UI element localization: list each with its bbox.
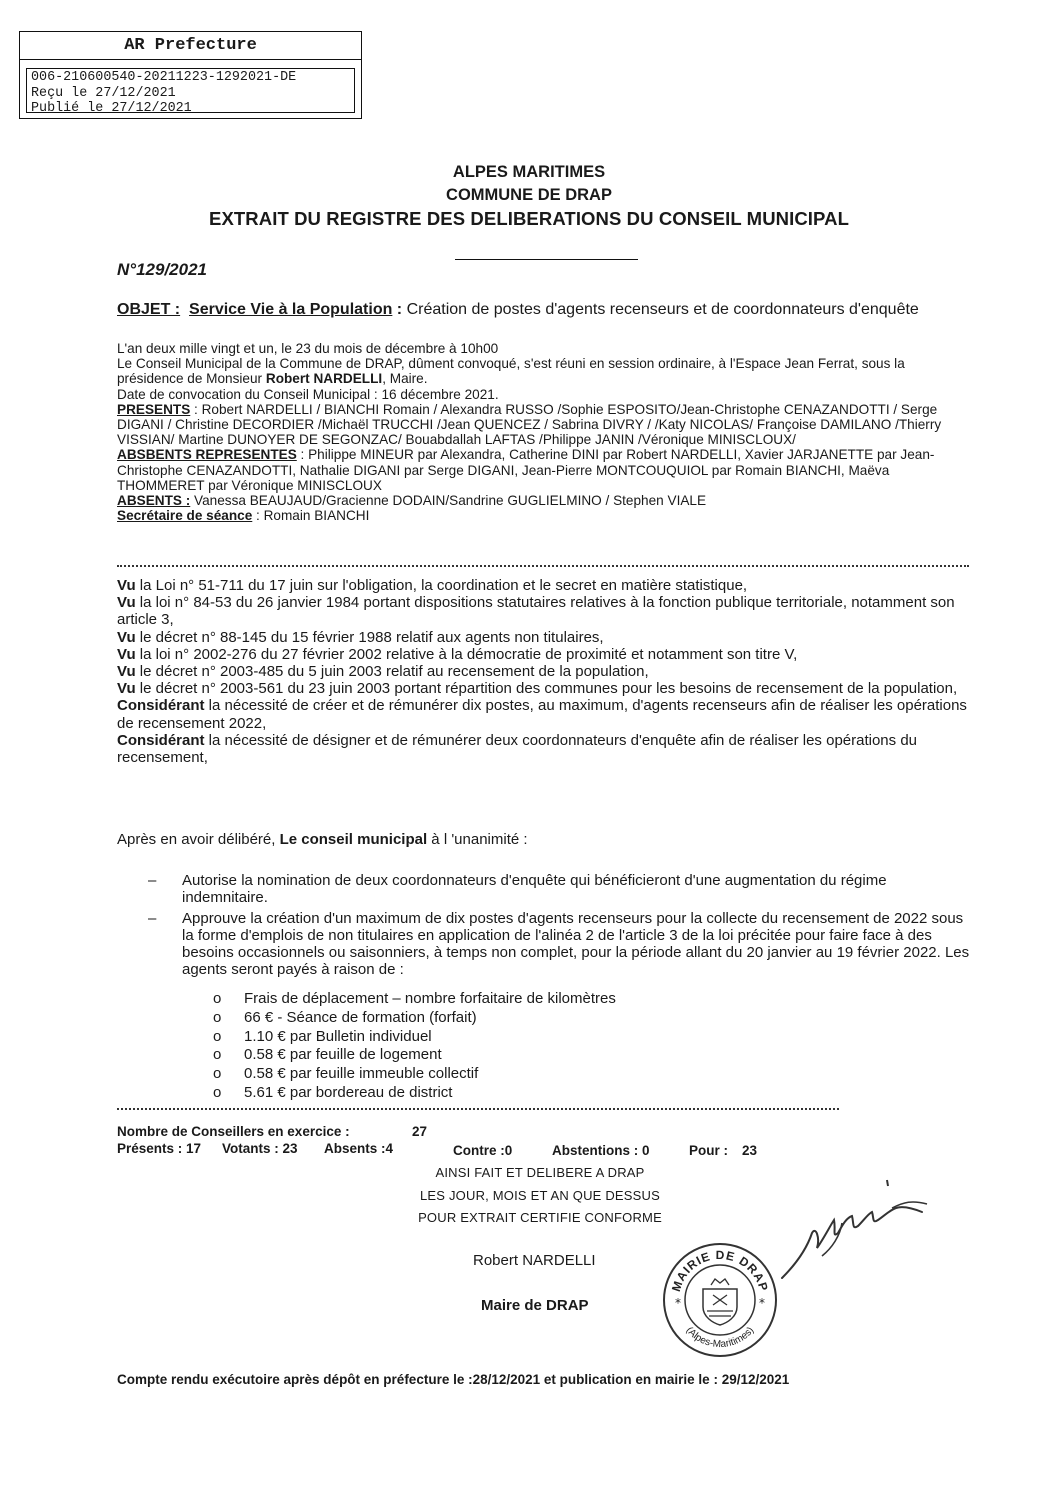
session-block — [117, 341, 969, 523]
session-line2-end: , Maire. — [382, 371, 428, 387]
visa-item — [117, 594, 969, 628]
payment-item: o 0.58 € par feuille immeuble collectif — [213, 1065, 616, 1084]
dash-bullet: – — [148, 872, 157, 889]
decision-intro: Après en avoir délibéré, — [117, 831, 280, 848]
decision-item-coordonnateurs — [148, 872, 970, 906]
stamp-details — [26, 68, 355, 116]
svg-text:*: * — [675, 1296, 681, 1310]
decision-unanimity: à l 'unanimité : — [427, 831, 528, 848]
svg-text:MAIRIE DE DRAP — [669, 1248, 771, 1293]
header-commune: COMMUNE DE DRAP — [446, 186, 612, 204]
absents-label: ABSENTS : — [117, 493, 191, 509]
closing-line1: AINSI FAIT ET DELIBERE A DRAP — [435, 1165, 645, 1180]
considerant-text: la nécessité de désigner et de rémunérer deux coordonnateurs d'enquête afin de réaliser les opérations du recensement, — [117, 731, 918, 767]
visa-lead: Vu — [117, 680, 136, 698]
payment-list — [213, 990, 616, 1103]
abstentions-count: Abstentions : 0 — [552, 1143, 650, 1158]
presents-label: PRESENTS — [117, 401, 191, 417]
considerant-lead: Considérant — [117, 731, 205, 749]
secretaire-label: Secrétaire de séance — [117, 508, 253, 524]
visas — [117, 577, 969, 766]
stamp-publie: Publié le 27/12/2021 — [31, 101, 192, 116]
pour-label: Pour : — [689, 1143, 728, 1158]
visa-text: le décret n° 88-145 du 15 février 1988 relatif aux agents non titulaires, — [135, 628, 604, 646]
visa-item — [117, 577, 969, 594]
ar-prefecture-stamp — [19, 31, 362, 119]
conseillers-count: 27 — [412, 1124, 428, 1139]
decision-line — [117, 831, 528, 848]
dash-bullet: – — [148, 910, 157, 927]
closing-line3: POUR EXTRAIT CERTIFIE CONFORME — [418, 1210, 662, 1225]
contre-count: Contre :0 — [453, 1143, 513, 1158]
seal-bottom-text: (Alpes-Maritimes) — [683, 1325, 757, 1351]
header-title: EXTRAIT DU REGISTRE DES DELIBERATIONS DU CONSEIL MUNICIPAL — [209, 208, 849, 229]
seal-top-text: MAIRIE DE DRAP — [668, 1247, 772, 1294]
footer-executoire: Compte rendu exécutoire après dépôt en préfecture le :28/12/2021 et publication en mairie le : 29/12/2021 — [117, 1372, 790, 1387]
objet-service: Service Vie à la Population — [189, 301, 393, 318]
considerant-text: la nécessité de créer et de rémunérer dix postes, au maximum, d'agents recenseurs afin de réaliser les opérations de recensement 2022, — [117, 697, 967, 732]
decision-council: Le conseil municipal — [279, 831, 428, 848]
absents-count: Absents :4 — [324, 1141, 394, 1156]
decision-item-text: Autorise la nomination de deux coordonnateurs d'enquête qui bénéficieront d'une augmentation du régime indemnitaire. — [182, 872, 887, 906]
session-line2-text: Le Conseil Municipal de la Commune de DRAP, dûment convoqué, s'est réuni en session ordinaire, à l'Espace Jean Ferrat, sous la présidence de Monsieur — [117, 356, 905, 387]
pour-count: 23 — [742, 1143, 758, 1158]
visa-lead: Vu — [117, 645, 136, 663]
presents — [117, 402, 969, 448]
visa-item — [117, 663, 969, 680]
votants-count: Votants : 23 — [222, 1141, 298, 1156]
absents-text: Vanessa BEAUJAUD/Gracienne DODAIN/Sandrine GUGLIELMINO / Stephen VIALE — [190, 493, 707, 509]
payment-item: o 5.61 € par bordereau de district — [213, 1084, 616, 1103]
visa-item — [117, 646, 969, 663]
closing-line2: LES JOUR, MOIS ET AN QUE DESSUS — [419, 1188, 661, 1203]
presents-count: Présents : 17 — [117, 1141, 202, 1156]
session-president: Robert NARDELLI — [265, 371, 383, 387]
payment-item: o 66 € - Séance de formation (forfait) — [213, 1009, 616, 1028]
visa-text: la loi n° 84-53 du 26 janvier 1984 portant dispositions statutaires relatives à la fonction publique territoriale, notamment son article 3, — [117, 594, 955, 629]
session-line1: L'an deux mille vingt et un, le 23 du mois de décembre à 10h00 — [117, 341, 499, 356]
payment-item: o Frais de déplacement – nombre forfaitaire de kilomètres — [213, 990, 616, 1009]
header-divider — [455, 259, 638, 260]
stamp-recu: Reçu le 27/12/2021 — [31, 85, 176, 101]
visa-text: le décret n° 2003-485 du 5 juin 2003 relatif au recensement de la population, — [135, 663, 649, 681]
secretaire — [117, 508, 969, 523]
presents-text: : Robert NARDELLI / BIANCHI Romain / Alexandra RUSSO /Sophie ESPOSITO/Jean-Christophe CENAZANDOTTI / Serge DIGANI / Christine DECORDIER /Michaël TRUCCHI /Jean QUENCEZ / Sabrina DIVRY / /Katy NICOLAS/ Françoise DAMILANO /Thierry VISSIAN/ Martine DUNOYER DE SEGONZAC/ Bouabdallah LAFTAS /Philippe JANIN /Véronique MINISCLOUX/ — [117, 401, 942, 448]
mairie-seal-stamp — [661, 1241, 779, 1359]
representes-text: : Philippe MINEUR par Alexandra, Catherine DINI par Robert NARDELLI, Xavier JARJANETTE par Jean-Christophe CENAZANDOTTI, Nathalie DIGANI par Serge DIGANI, Jean-Pierre MONTCOUQUIOL par Romain BIANCHI, Maëva THOMMERET par Véronique MINISCLOUX — [117, 447, 935, 493]
objet-sep: : — [392, 301, 407, 318]
objet-label: OBJET : — [117, 301, 181, 318]
stamp-id: 006-210600540-20211223-1292021-DE — [31, 70, 297, 85]
session-convocation: Date de convocation du Conseil Municipal : 16 décembre 2021. — [117, 386, 499, 402]
representes-label: ABSBENTS REPRESENTES — [117, 447, 297, 463]
considerant-item — [117, 732, 969, 766]
visa-lead: Vu — [117, 577, 136, 594]
stamp-title: AR Prefecture — [20, 32, 361, 60]
visa-item — [117, 629, 969, 646]
star-separator-bottom — [117, 1108, 839, 1110]
svg-text:(Alpes-Maritimes) — [684, 1325, 757, 1350]
visa-item — [117, 680, 969, 697]
header-region: ALPES MARITIMES — [452, 163, 606, 181]
visa-text: le décret n° 2003-561 du 23 juin 2003 portant répartition des communes pour les besoins de recensement de la population, — [135, 680, 958, 698]
session-line2 — [117, 356, 969, 386]
visa-lead: Vu — [117, 594, 136, 612]
considerant-item — [117, 697, 969, 731]
signatory-name: Robert NARDELLI — [473, 1252, 596, 1269]
objet — [117, 300, 967, 319]
signatory-role: Maire de DRAP — [481, 1297, 589, 1314]
payment-item: o 1.10 € par Bulletin individuel — [213, 1028, 616, 1047]
visa-lead: Vu — [117, 628, 136, 646]
absents-representes — [117, 447, 969, 493]
decision-item-text: Approuve la création d'un maximum de dix postes d'agents recenseurs pour la collecte du recensement de 2022 sous la forme d'emplois de non titulaires en application de l'alinéa 2 de l'article 3 de la loi précitée pour faire face à des besoins occasionnels ou saisonniers, à temps non complet, pour la période allant du 20 janvier au 19 février 2022. Les agents seront payés à raison de : — [182, 910, 970, 978]
absents — [117, 493, 969, 508]
conseillers-label: Nombre de Conseillers en exercice : — [117, 1124, 350, 1139]
payment-item: o 0.58 € par feuille de logement — [213, 1046, 616, 1065]
objet-text: Création de postes d'agents recenseurs et de coordonnateurs d'enquête — [406, 301, 919, 318]
secretaire-text: : Romain BIANCHI — [252, 508, 370, 524]
considerant-lead: Considérant — [117, 697, 205, 715]
visa-text: la loi n° 2002-276 du 27 février 2002 relative à la démocratie de proximité et notamment son titre V, — [135, 645, 798, 663]
decision-item-agents — [148, 910, 970, 978]
star-separator-top — [117, 565, 969, 567]
visa-lead: Vu — [117, 663, 136, 681]
visa-text: la Loi n° 51-711 du 17 juin sur l'obligation, la coordination et le secret en matière statistique, — [135, 577, 748, 594]
svg-text:*: * — [759, 1296, 765, 1310]
deliberation-number: N°129/2021 — [117, 260, 207, 279]
handwritten-signature — [772, 1178, 932, 1288]
